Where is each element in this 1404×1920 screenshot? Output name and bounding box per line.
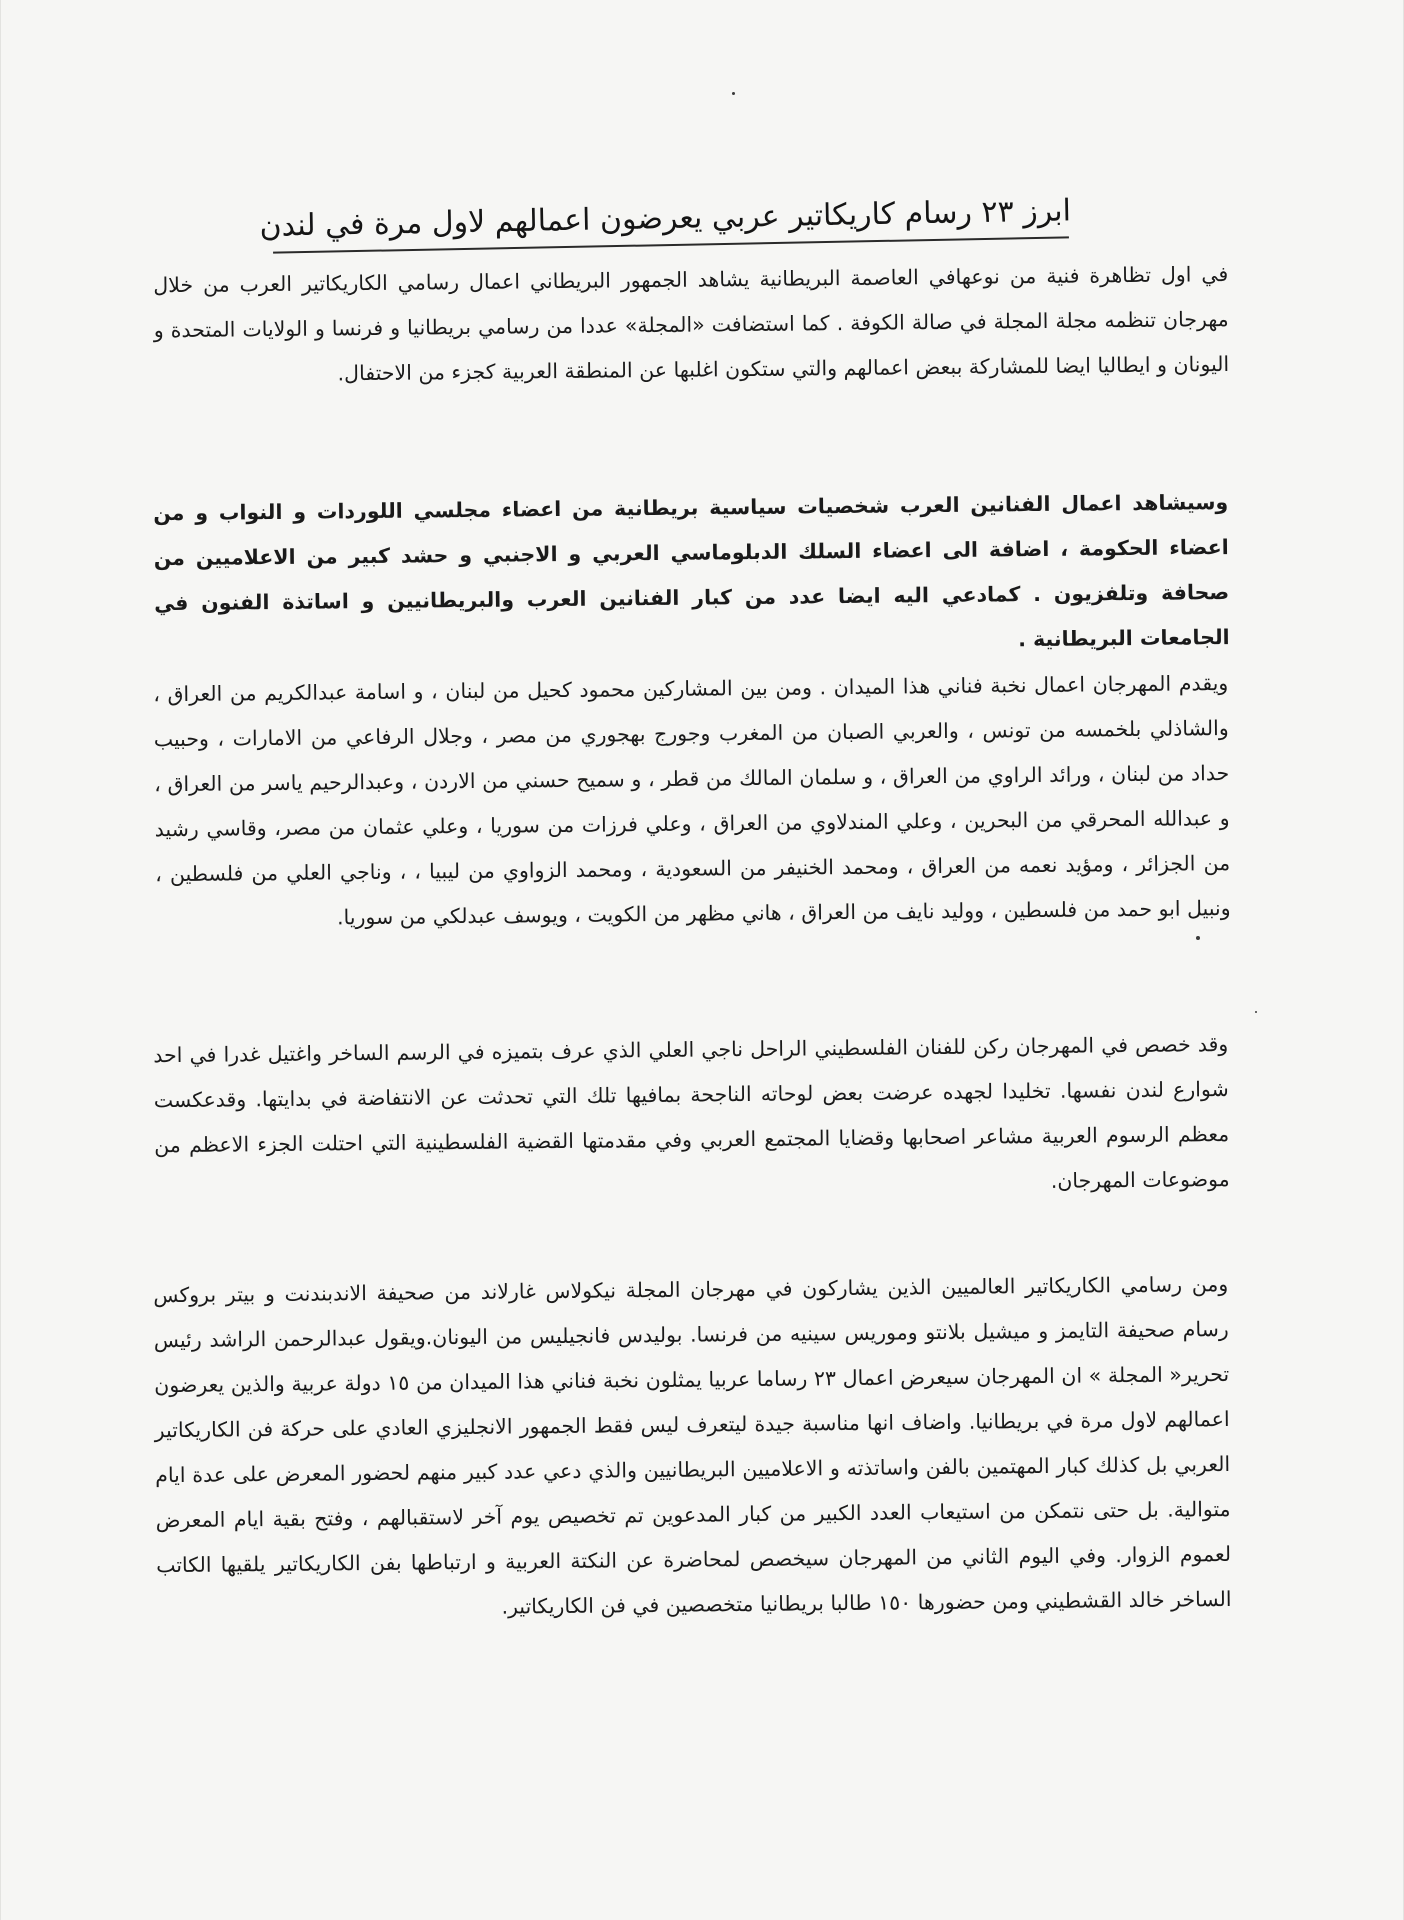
ink-speck — [732, 92, 735, 95]
paragraph-naji-al-ali-corner: وقد خصص في المهرجان ركن للفنان الفلسطيني الراحل ناجي العلي الذي عرف بتميزه في الرسم الساخر واغتيل غدرا في احد شوارع لندن نفسها. تخليدا لجهده عرضت بعض لوحاته الناجحة بمافيها تلك التي تحدثت عن الانتفاضة في بدايتها. وقدعكست معظم الرسوم العربية مشاعر اصحابها وقضايا المجتمع العربي وفي مقدمتها القضية الفلسطينية التي احتلت الجزء الاعظم من موضوعات المهرجان. — [153, 1031, 1230, 1193]
ink-speck — [1255, 1011, 1257, 1013]
paragraph-participants: ويقدم المهرجان اعمال نخبة فناني هذا الميدان . ومن بين المشاركين محمود كحيل من لبنان ، و اسامة عبدالكريم من العراق ، والشاذلي بلخمسه من تونس ، والعربي الصبان من المغرب وجورج بهجوري من مصر ، وجلال الرفاعي من الامارات ، وحبيب حداد من لبنان ، ورائد الراوي من العراق ، و سلمان المالك من قطر ، و سميح حسني من الاردن ، وعبدالرحيم ياسر من العراق ، و عبدالله المحرقي من البحرين ، وعلي المندلاوي من العراق ، وعلي فرزات من سوريا ، وعلي عثمان من مصر، وقاسي رشيد من الجزائر ، ومؤيد نعمه من العراق ، ومحمد الخنيفر من السعودية ، ومحمد الزواوي من ليبيا ، ، وناجي العلي من فلسطين ، ونبيل ابو حمد من فلسطين ، ووليد نايف من العراق ، هاني مظهر من الكويت ، ويوسف عبدلكي من سوريا. — [153, 670, 1231, 930]
paragraph-attendees: وسيشاهد اعمال الفنانين العرب شخصيات سياسية بريطانية من اعضاء مجلسي اللوردات و النواب و من اعضاء الحكومة ، اضافة الى اعضاء السلك الدبلوماسي العربي و الاجنبي و حشد كبير من الاعلاميين من صحافة وتلفزيون . كمادعي اليه ايضا عدد من كبار الفنانين العرب والبريطانيين و اساتذة الفنون في الجامعات البريطانية . — [153, 489, 1230, 652]
ink-speck — [1196, 936, 1200, 940]
page-title: ابرز ٢٣ رسام كاريكاتير عربي يعرضون اعمالهم لاول مرة في لندن — [259, 193, 1072, 244]
paragraph-intro: في اول تظاهرة فنية من نوعهافي العاصمة البريطانية يشاهد الجمهور البريطاني اعمال رسامي الكاريكاتير العرب من خلال مهرجان تنظمه مجلة المجلة في صالة الكوفة . كما استضافت «المجلة» عددا من رسامي بريطانيا و فرنسا و الولايات المتحدة و اليونان و ايطاليا ايضا للمشاركة ببعض اعمالهم والتي ستكون اغلبها عن المنطقة العربية كجزء من الاحتفال. — [153, 261, 1230, 386]
paragraph-international-artists: ومن رسامي الكاريكاتير العالميين الذين يشاركون في مهرجان المجلة نيكولاس غارلاند من صحيفة الاندبندنت و بيتر بروكس رسام صحيفة التايمز و ميشيل بلانتو وموريس سينيه من فرنسا. بوليدس فانجيليس من اليونان.ويقول عبدالرحمن الراشد رئيس تحرير« المجلة » ان المهرجان سيعرض اعمال ٢٣ رساما عربيا يمثلون نخبة فناني هذا الميدان من ١٥ دولة عربية والذين يعرضون اعمالهم لاول مرة في بريطانيا. واضاف انها مناسبة جيدة ليتعرف ليس فقط الجمهور الانجليزي العادي على حركة فن الكاريكاتير العربي بل كذلك كبار المهتمين بالفن واساتذته و الاعلاميين البريطانيين والذي دعي عدد كبير منهم لحضور المعرض على عدة ايام متوالية. بل حتى نتمكن من استيعاب العدد الكبير من كبار المدعوين تم تخصيص يوم آخر لاستقبالهم ، وفتح بقية ايام المعرض لعموم الزوار. وفي اليوم الثاني من المهرجان سيخصص لمحاضرة عن النكتة العربية و ارتباطها بفن الكاريكاتير يلقيها الكاتب الساخر خالد القشطيني ومن حضورها ١٥٠ طالبا بريطانيا متخصصين في فن الكاريكاتير. — [153, 1271, 1232, 1619]
